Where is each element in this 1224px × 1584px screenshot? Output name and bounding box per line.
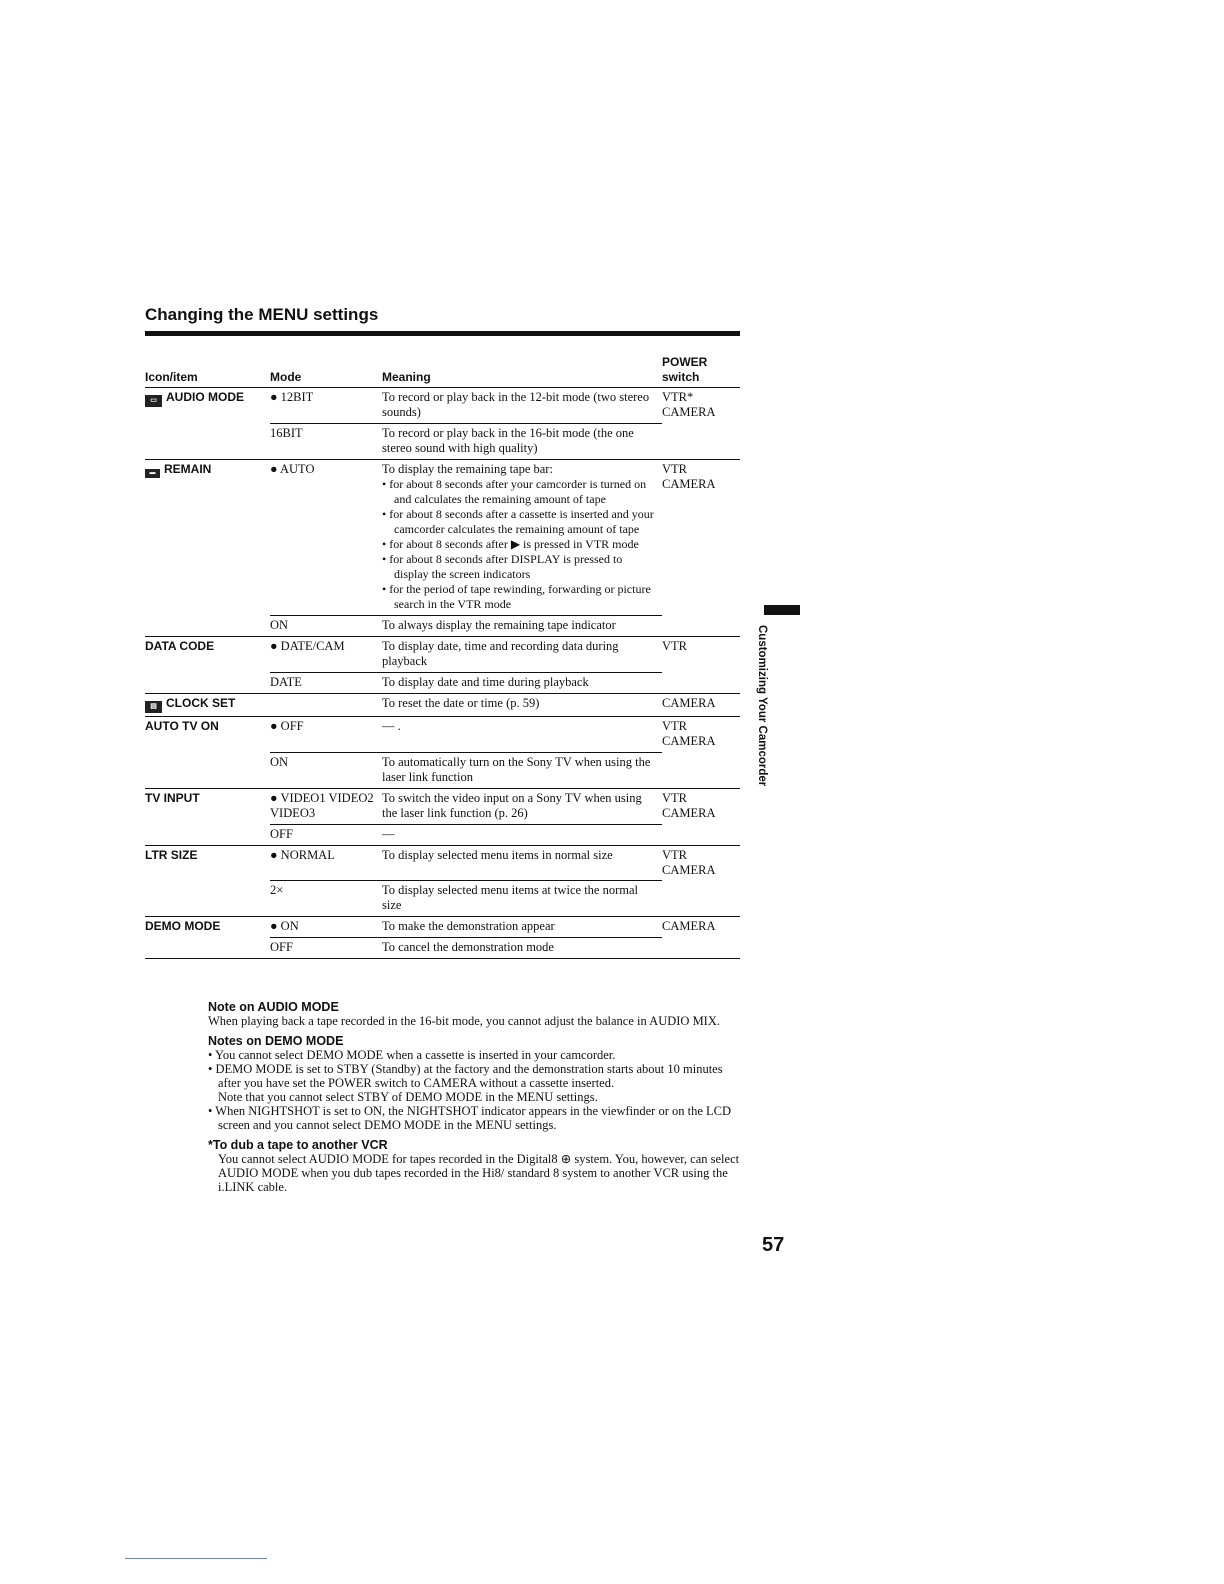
table-row [145,881,740,917]
table-header-row [145,355,740,388]
power-cell: CAMERA [662,917,740,938]
side-tab-bar [764,605,800,615]
note-demo-list [208,1048,748,1090]
mode-cell: ON [270,752,382,788]
meaning-cell: To display selected menu items in normal size [382,845,662,881]
list-item: • for about 8 seconds after ▶ is pressed in VTR mode [382,537,639,551]
mode-cell: ● VIDEO1 VIDEO2 VIDEO3 [270,788,382,824]
item-auto-tv-on: AUTO TV ON [145,717,270,753]
table-row [145,388,740,424]
meaning-cell: To automatically turn on the Sony TV when using the laser link function [382,752,662,788]
power-cell: VTR* CAMERA [662,390,716,419]
power-cell: VTR CAMERA [662,788,740,824]
table-row [145,424,740,460]
page-heading: Changing the MENU settings [145,305,379,324]
meaning-cell: To display date, time and recording data during playback [382,637,662,673]
list-item: • for about 8 seconds after your camcorder is turned on and calculates the remaining amount of tape [382,477,647,506]
menu-settings-table [145,355,740,959]
table-row [145,637,740,673]
power-cell: VTR CAMERA [662,717,740,753]
item-remain: ▬ REMAIN [145,460,270,616]
table-row [145,460,740,616]
meaning-cell: — [382,824,662,845]
page-number: 57 [762,1234,785,1256]
mode-cell: ● NORMAL [270,845,382,881]
heading-rule [145,331,740,336]
col-header-power: POWER switch [662,355,740,388]
table-row [145,824,740,845]
power-cell: CAMERA [662,694,740,717]
footer-line [125,1558,267,1559]
notes-section [208,1000,748,1200]
mode-cell: ● 12BIT [270,390,314,404]
note-vcr-text: You cannot select AUDIO MODE for tapes recorded in the Digital8 ⊕ system. You, however, can select AUDIO MODE when you dub tapes recorded in the Hi8/ standard 8 system to another VCR using the i.LINK cable. [218,1152,740,1194]
meaning-cell: To always display the remaining tape indicator [382,616,662,637]
section-side-tab [742,605,782,795]
table-row [145,917,740,938]
list-item: • for about 8 seconds after a cassette is inserted and your camcorder calculates the remaining amount of tape [382,507,654,536]
item-tv-input: TV INPUT [145,788,270,824]
mode-cell: 16BIT [270,424,382,460]
table-row [145,616,740,637]
meaning-cell: To make the demonstration appear [382,917,662,938]
table-row [145,845,740,881]
note-demo-title: Notes on DEMO MODE [208,1034,344,1048]
item-audio-mode: ▭ AUDIO MODE [145,388,270,424]
table-row [145,717,740,753]
item-demo-mode: DEMO MODE [145,917,270,938]
mode-cell: ● OFF [270,717,382,753]
meaning-cell: To cancel the demonstration mode [382,938,662,959]
mode-cell: OFF [270,824,382,845]
meaning-cell: To record or play back in the 16-bit mode (the one stereo sound with high quality) [382,424,662,460]
meaning-text: To display the remaining tape bar: [382,462,553,476]
list-item: • You cannot select DEMO MODE when a cassette is inserted in your camcorder. [208,1048,616,1062]
list-item: • DEMO MODE is set to STBY (Standby) at the factory and the demonstration starts about 10 minutes after you have set the POWER switch to CAMERA without a cassette inserted. [208,1062,723,1090]
table-row [145,938,740,959]
item-clock-set: ▤ CLOCK SET [145,694,270,717]
setup-icon: ▤ [145,701,162,713]
note-audio-title: Note on AUDIO MODE [208,1000,339,1014]
side-tab-label: Customizing Your Camcorder [756,625,768,787]
col-header-mode: Mode [270,355,382,388]
note-demo-sub: Note that you cannot select STBY of DEMO MODE in the MENU settings. [218,1090,598,1104]
cassette-icon: ▭ [145,395,162,407]
mode-cell: ● AUTO [270,460,382,616]
power-cell: VTR CAMERA [662,845,740,881]
col-header-meaning: Meaning [382,355,662,388]
mode-cell: ● DATE/CAM [270,637,382,673]
mode-cell: DATE [270,673,382,694]
table-row [145,788,740,824]
list-item: • for the period of tape rewinding, forwarding or picture search in the VTR mode [382,582,651,611]
tape-icon: ▬ [145,469,160,478]
power-cell: VTR CAMERA [662,460,740,616]
item-ltr-size: LTR SIZE [145,845,270,881]
table-row [145,694,740,717]
meaning-cell [382,460,662,616]
list-item: • for about 8 seconds after DISPLAY is pressed to display the screen indicators [382,552,623,581]
table-row [145,673,740,694]
table-row [145,752,740,788]
list-item: • When NIGHTSHOT is set to ON, the NIGHTSHOT indicator appears in the viewfinder or on the LCD screen and you cannot select DEMO MODE in the MENU settings. [208,1104,732,1132]
mode-cell: ● ON [270,917,382,938]
col-header-item: Icon/item [145,355,270,388]
note-audio-text: When playing back a tape recorded in the 16-bit mode, you cannot adjust the balance in AUDIO MIX. [208,1014,720,1028]
item-data-code: DATA CODE [145,637,270,673]
meaning-cell: To reset the date or time (p. 59) [382,694,662,717]
note-demo-list-2 [208,1104,748,1132]
mode-cell: ON [270,616,382,637]
remain-bullets [382,477,658,612]
mode-cell: OFF [270,938,382,959]
power-cell: VTR [662,637,740,673]
meaning-cell: To display selected menu items at twice the normal size [382,881,662,917]
meaning-cell: To record or play back in the 12-bit mode (two stereo sounds) [382,390,650,419]
meaning-cell: — . [382,717,662,753]
meaning-cell: To display date and time during playback [382,673,662,694]
mode-cell: 2× [270,881,382,917]
note-vcr-title: *To dub a tape to another VCR [208,1138,388,1152]
meaning-cell: To switch the video input on a Sony TV when using the laser link function (p. 26) [382,788,662,824]
